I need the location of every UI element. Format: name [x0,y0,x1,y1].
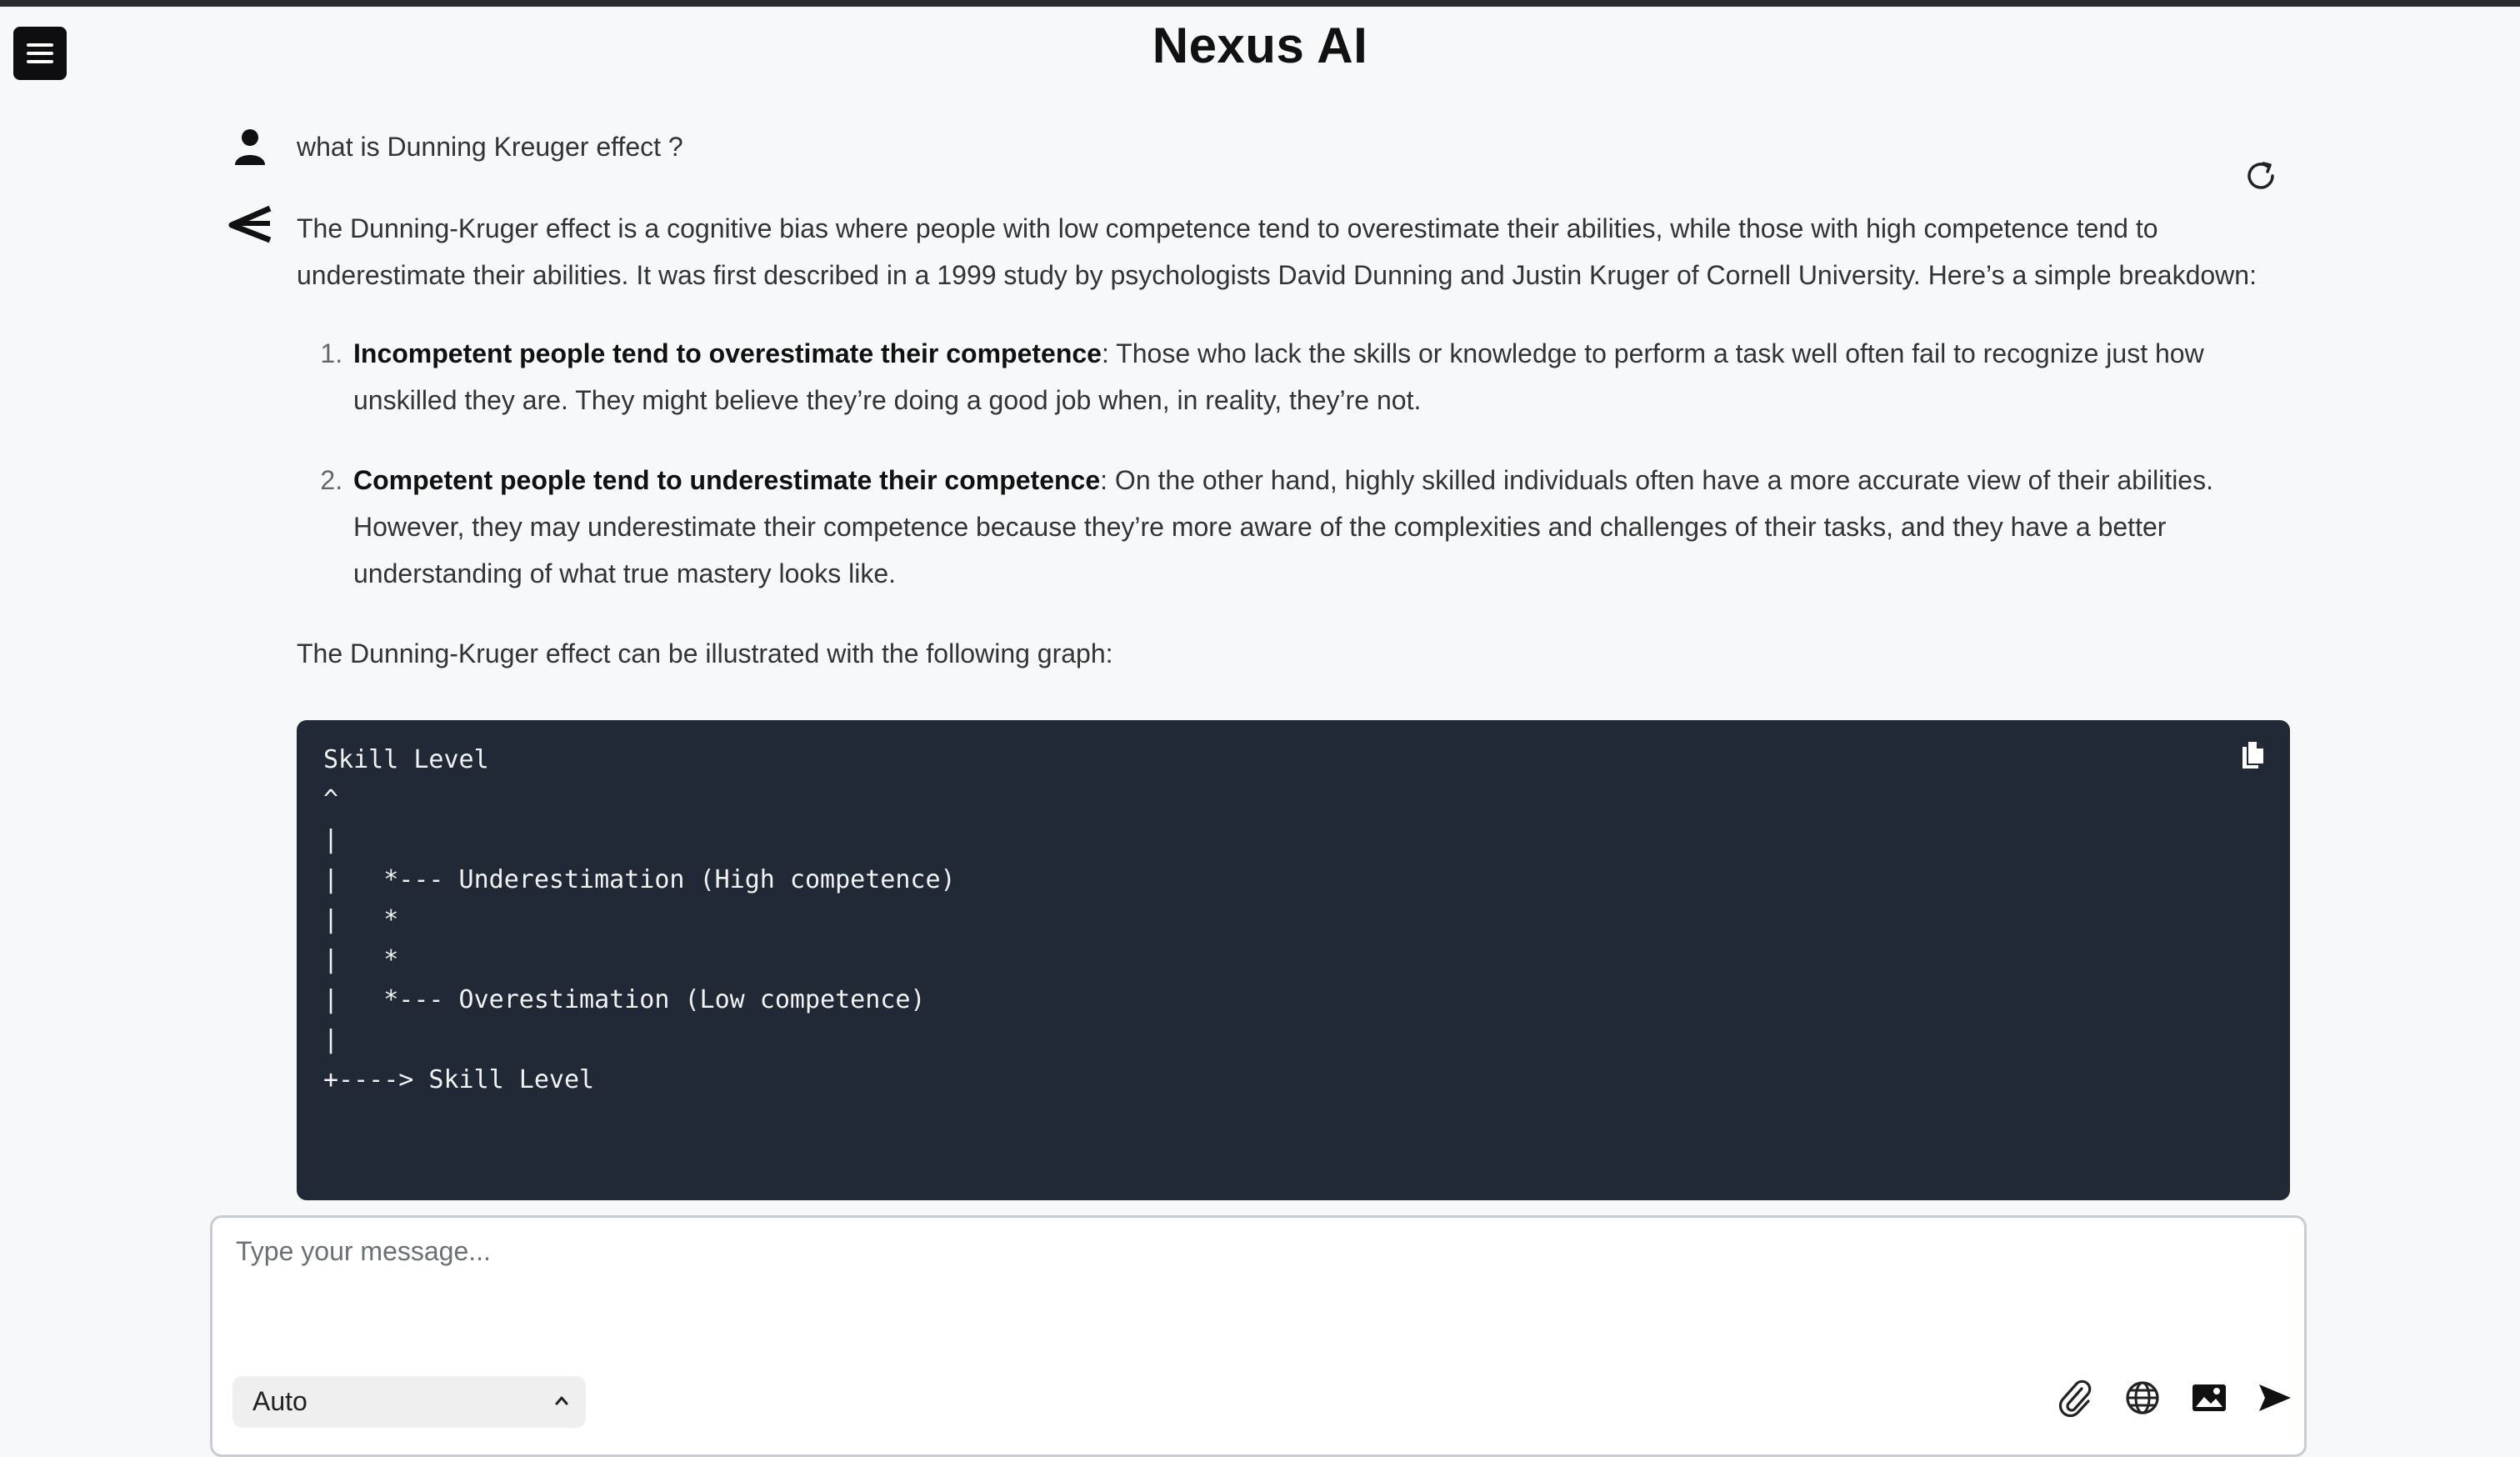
answer-point-text: : On the other hand, highly skilled individuals often have a more accurate view of their abilities. However, they may underestimate their competence because they’re more aware of the complexities and challenges of their tasks, and they have a better understanding of what true mastery looks like. [353,465,2213,588]
image-icon[interactable] [2190,1379,2228,1417]
code-content: Skill Level ^ | | *--- Underestimation (High competence) | * | * | *--- Overestimation (Low competence) | +----> Skill Level [323,745,956,1094]
user-message: what is Dunning Kreuger effect ? [297,132,683,162]
assistant-message [297,205,2280,677]
answer-point-title: Incompetent people tend to overestimate their competence [353,338,1102,368]
message-input[interactable] [234,1234,2271,1354]
assistant-logo-icon [228,205,272,243]
send-icon[interactable] [2255,1379,2293,1417]
answer-list-item [350,330,2280,423]
globe-icon[interactable] [2123,1379,2162,1417]
copy-icon[interactable] [2240,740,2265,770]
model-select-value: Auto [252,1386,308,1416]
refresh-icon[interactable] [2242,157,2280,195]
answer-point-title: Competent people tend to underestimate their competence [353,465,1101,495]
answer-intro: The Dunning-Kruger effect is a cognitive bias where people with low competence tend to overestimate their abilities, while those with high competence tend to underestimate their abilities. It was first described in a 1999 study by psychologists David Dunning and Justin Kruger of Cornell University. Here’s a simple breakdown: [297,213,2257,290]
paperclip-icon[interactable] [2057,1379,2095,1417]
message-composer [210,1215,2307,1457]
model-select[interactable] [232,1376,586,1428]
graph-intro: The Dunning-Kruger effect can be illustrated with the following graph: [297,638,1113,668]
answer-list-item [350,457,2280,597]
answer-point-text: : Those who lack the skills or knowledge to perform a task well often fail to recognize just how unskilled they are. They might believe they’re doing a good job when, in reality, they’re not. [353,338,2204,415]
app-title: Nexus AI [1152,18,1368,73]
chevron-up-icon [549,1388,574,1413]
user-icon [230,127,270,167]
top-border [0,0,2520,7]
answer-list [297,330,2280,597]
code-block [297,720,2290,1200]
